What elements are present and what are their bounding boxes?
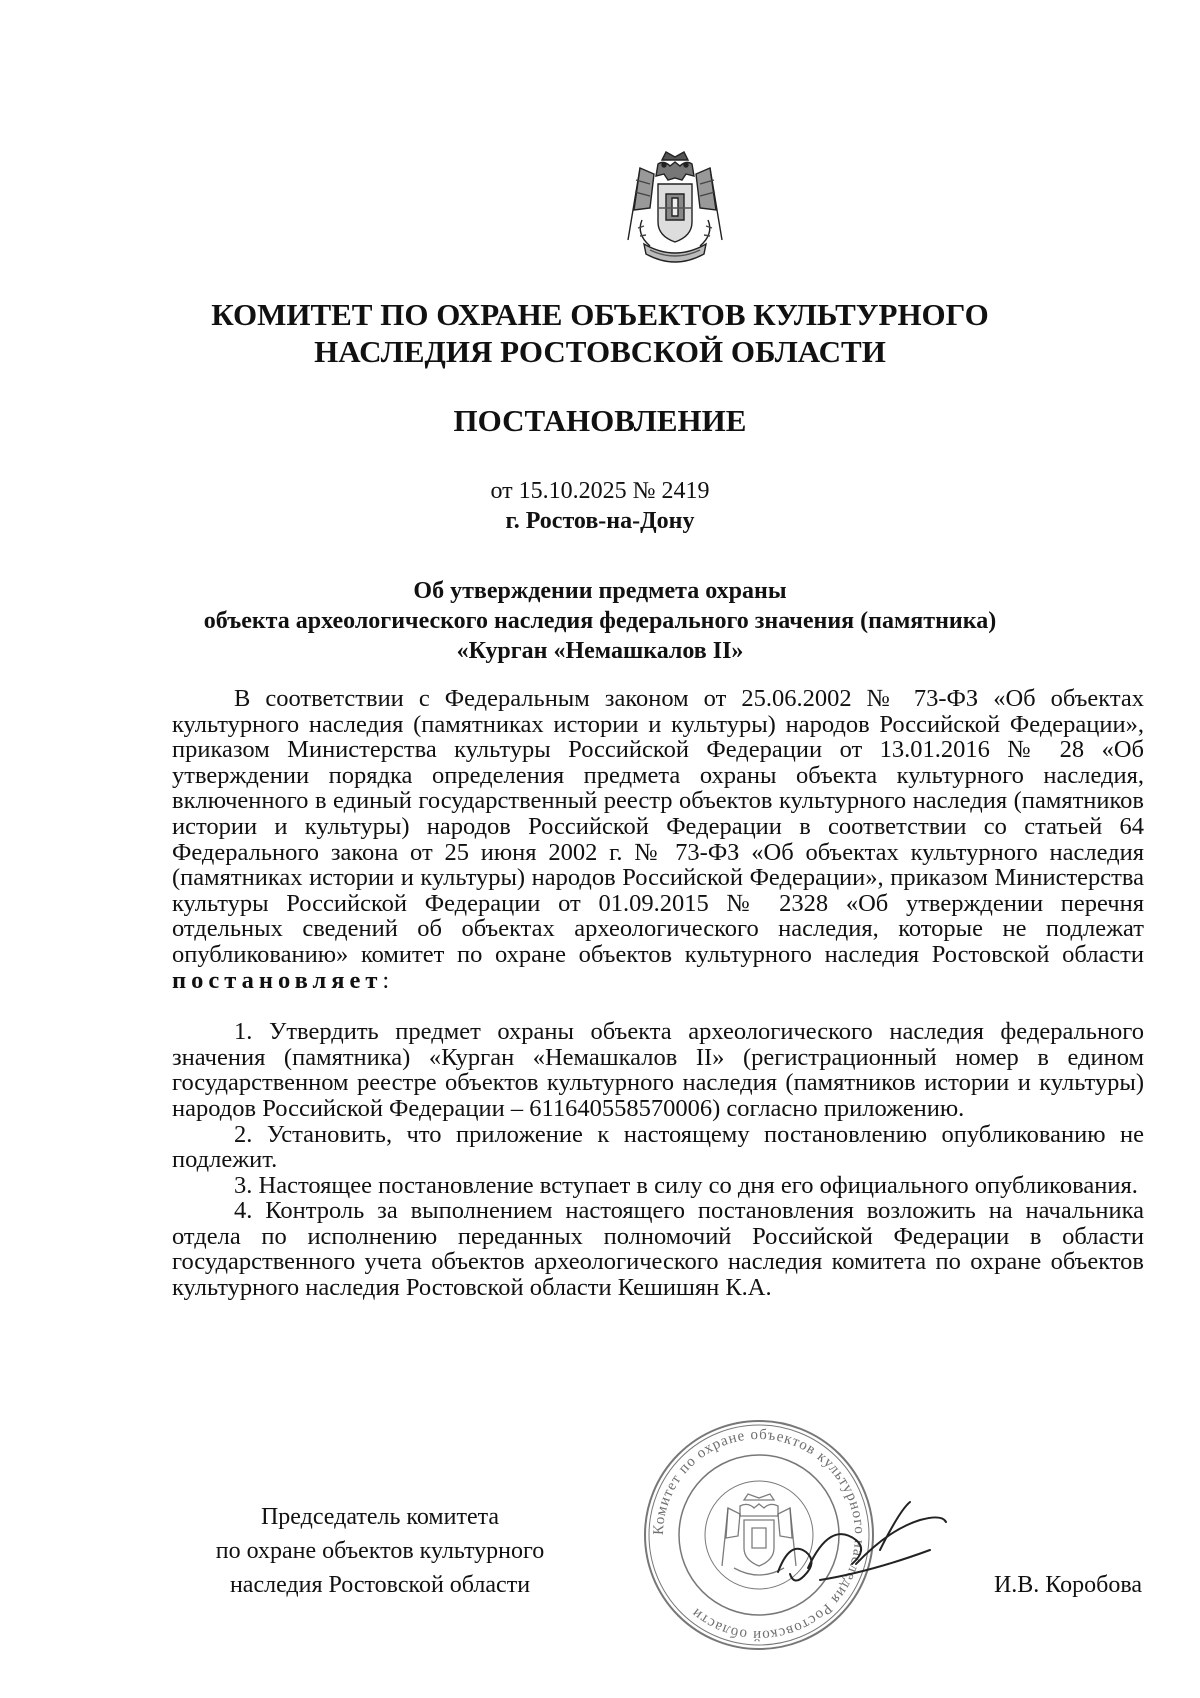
signer-position-line1: Председатель комитета — [260, 1504, 500, 1530]
resolution-item-4: 4. Контроль за выполнением настоящего постановления возложить на начальника отдела по исполнению переданных полномочий Российской Федерации в области государственного учета объектов археологического наследия комитета по охране объектов культурного наследия Ростовской области Кешишян К.А. — [172, 1197, 1144, 1302]
subject-line2: объекта археологического наследия федерального значения (памятника) — [203, 608, 997, 634]
preamble-text: В соответствии с Федеральным законом от 25.06.2002 № 73-ФЗ «Об объектах культурного наследия (памятниках истории и культуры) народов Российской Федерации», приказом Министерства культуры Российской Федерации от 13.01.2016 № 28 «Об утверждении порядка определения предмета охраны объекта культурного наследия, включенного в единый государственный реестр объектов культурного наследия (памятников истории и культуры) народов Российской Федерации в соответствии со статьей 64 Федерального закона от 25 июня 2002 г. № 73-ФЗ «Об объектах культурного наследия (памятниках истории и культуры) народов Российской Федерации», приказом Министерства культуры Российской Федерации от 01.09.2015 № 2328 «Об утверждении перечня отдельных сведений об объектах археологического наследия, которые не подлежат опубликованию» комитет по охране объектов культурного наследия Ростовской области — [172, 685, 1144, 968]
organization-title-line2: НАСЛЕДИЯ РОСТОВСКОЙ ОБЛАСТИ — [314, 334, 886, 369]
seal-text: Комитет по охране объектов культурного наследия Ростовской области — [650, 1426, 868, 1644]
resolution-item-2: 2. Установить, что приложение к настоящему постановлению опубликованию не подлежит. — [172, 1120, 1144, 1174]
document-body — [172, 686, 1144, 1301]
coat-of-arms-icon — [620, 150, 730, 272]
resolution-item-3: 3. Настоящее постановление вступает в силу со дня его официального опубликования. — [234, 1171, 1138, 1199]
preamble-paragraph — [172, 686, 1144, 993]
handwritten-signature-icon — [760, 1480, 960, 1600]
subject-line3: «Курган «Немашкалов II» — [456, 638, 744, 664]
document-city: г. Ростов-на-Дону — [505, 508, 695, 534]
resolution-item-1: 1. Утвердить предмет охраны объекта археологического наследия федерального значения (памятника) «Курган «Немашкалов II» (регистрационный номер в едином государственном реестре объектов культурного наследия (памятников истории и культуры) народов Российской Федерации – 611640558570006) согласно приложению. — [172, 1018, 1144, 1122]
signer-name: И.В. Коробова — [993, 1572, 1142, 1598]
decree-word: постановляет — [172, 966, 383, 994]
organization-title-line1: КОМИТЕТ ПО ОХРАНЕ ОБЪЕКТОВ КУЛЬТУРНОГО — [211, 297, 989, 332]
signer-position — [170, 1500, 590, 1602]
document-type: ПОСТАНОВЛЕНИЕ — [453, 403, 747, 438]
preamble-end: : — [382, 966, 390, 994]
document-date-number: от 15.10.2025 № 2419 — [490, 478, 710, 504]
subject-line1: Об утверждении предмета охраны — [413, 578, 787, 604]
organization-title — [100, 296, 1100, 370]
signer-position-line3: наследия Ростовской области — [229, 1572, 531, 1598]
signer-position-line2: по охране объектов культурного — [215, 1538, 545, 1564]
document-subject — [100, 576, 1100, 666]
